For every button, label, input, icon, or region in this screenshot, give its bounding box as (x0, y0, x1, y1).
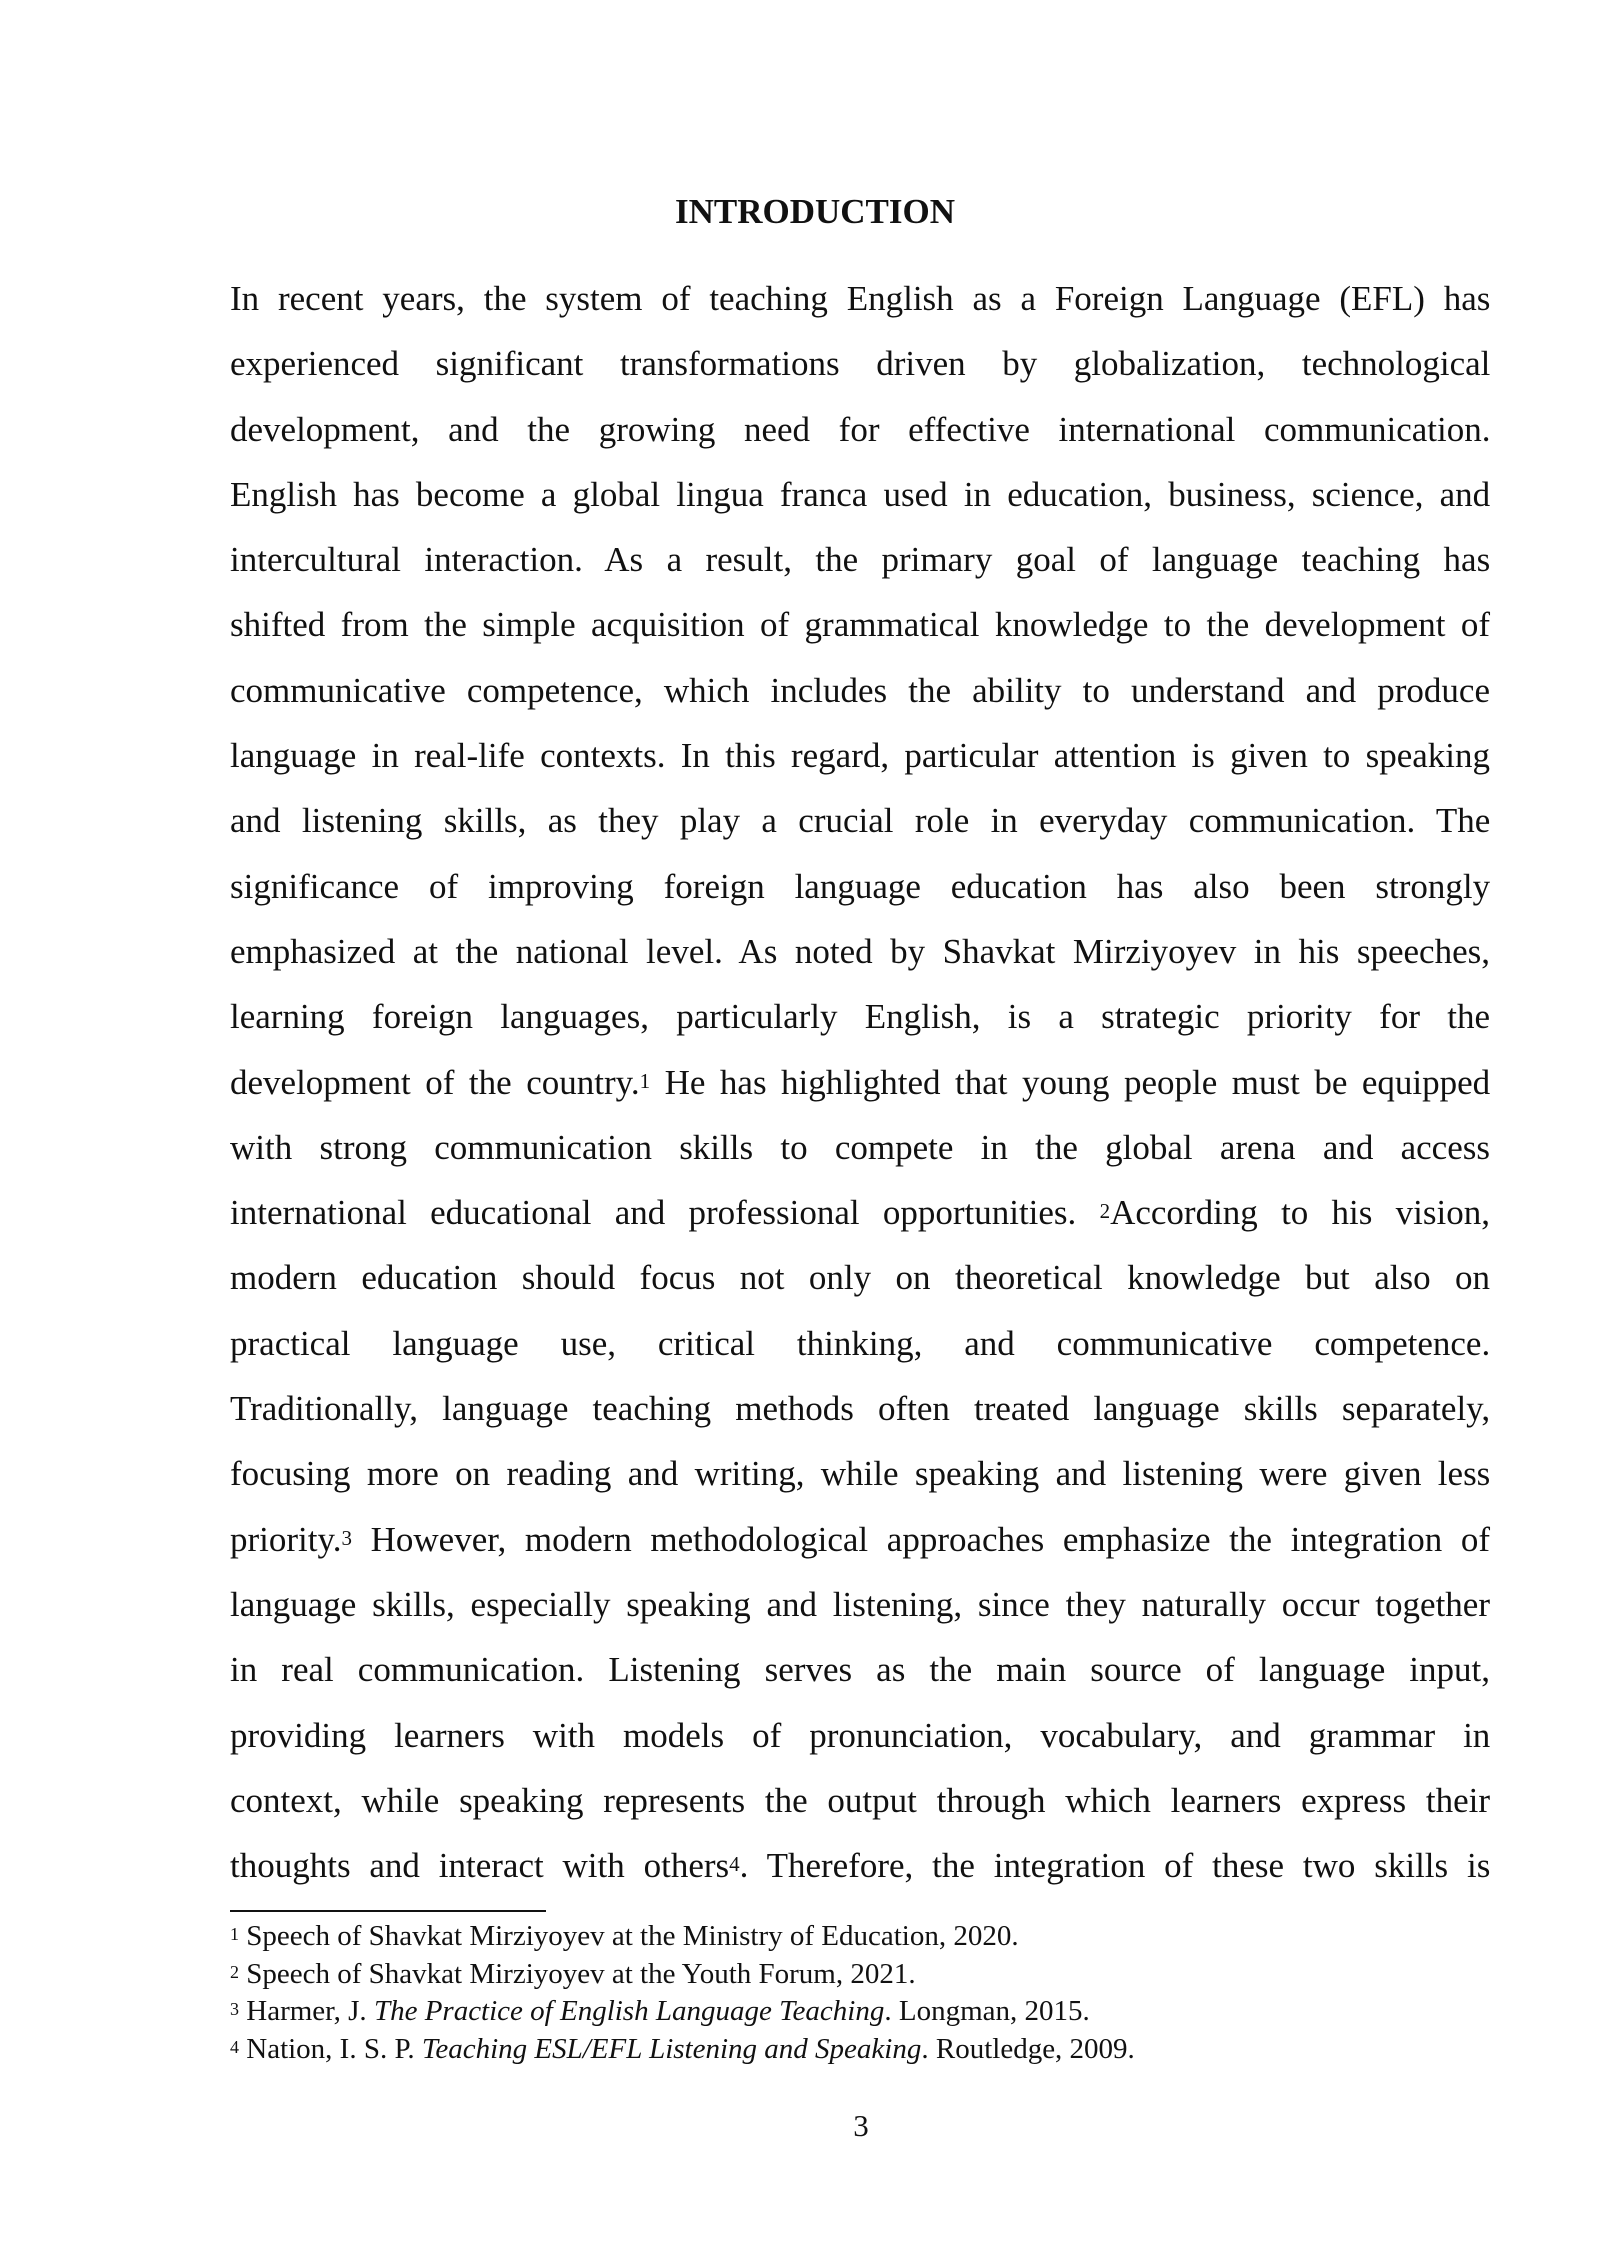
footnote-4 (230, 2031, 1490, 2069)
text-segment: emphasized at the national level. As noted by Shavkat Mirziyoyev in his speeches, (230, 931, 1490, 971)
text-line (230, 1441, 1490, 1506)
text-line (230, 397, 1490, 462)
footnote-separator (230, 1910, 546, 1912)
text-segment: experienced significant transformations driven by globalization, technological (230, 344, 1491, 384)
text-line (230, 266, 1490, 331)
text-line (230, 1572, 1490, 1637)
text-segment: development, and the growing need for effective international communication. (230, 409, 1491, 449)
section-heading: INTRODUCTION (674, 192, 956, 231)
text-segment: modern education should focus not only on theoretical knowledge but also on (230, 1258, 1490, 1298)
footnote-marker: 4 (230, 2036, 239, 2057)
text-segment: international educational and professional opportunities. (230, 1193, 1100, 1233)
text-segment: shifted from the simple acquisition of grammatical knowledge to the development of (230, 605, 1490, 645)
footnote-reference[interactable]: 3 (341, 1525, 352, 1550)
footnote-text: Speech of Shavkat Mirziyoyev at the Youth Forum, 2021. (246, 1957, 916, 1990)
footnote-publisher: . Routledge, 2009. (921, 2032, 1135, 2065)
text-line (230, 1115, 1490, 1180)
footnote-marker: 1 (230, 1924, 239, 1944)
text-segment: communicative competence, which includes the ability to understand and produce (230, 670, 1490, 710)
footnote-text: Speech of Shavkat Mirziyoyev at the Ministry of Education, 2020. (246, 1920, 1019, 1952)
text-segment: In recent years, the system of teaching English as a Foreign Language (EFL) has (230, 279, 1491, 318)
footnote-reference[interactable]: 1 (639, 1068, 651, 1093)
footnote-marker: 3 (230, 1999, 239, 2019)
footnote-reference[interactable]: 2 (1099, 1199, 1111, 1224)
text-line (230, 1703, 1490, 1768)
text-line (230, 1245, 1490, 1310)
text-segment: However, modern methodological approaches emphasize the integration of (351, 1519, 1490, 1559)
text-line (230, 527, 1490, 592)
text-segment: with strong communication skills to compete in the global arena and access (230, 1127, 1490, 1167)
footnote-text: Nation, I. S. P. (246, 2032, 422, 2065)
text-line (230, 723, 1490, 788)
text-line (230, 984, 1490, 1049)
text-segment: development of the country. (230, 1062, 640, 1102)
text-line (230, 1050, 1490, 1115)
text-segment: in real communication. Listening serves as the main source of language input, (230, 1650, 1490, 1690)
text-segment: . Therefore, the integration of these two skills is (739, 1846, 1491, 1886)
text-segment: providing learners with models of pronunciation, vocabulary, and grammar in (230, 1715, 1491, 1755)
text-segment: learning foreign languages, particularly English, is a strategic priority for the (230, 997, 1490, 1037)
text-line (230, 462, 1490, 527)
footnote-reference[interactable]: 4 (729, 1852, 740, 1877)
text-line (230, 592, 1490, 657)
text-line (230, 1376, 1490, 1441)
page-number: 3 (853, 2108, 869, 2143)
footnote-title: Teaching ESL/EFL Listening and Speaking (421, 2032, 922, 2065)
footnotes-list (230, 1918, 1490, 2068)
footnote-3 (230, 1993, 1490, 2031)
text-line (230, 658, 1490, 723)
text-segment: He has highlighted that young people must be equipped (650, 1062, 1491, 1102)
text-segment: Traditionally, language teaching methods often treated language skills separately, (230, 1389, 1491, 1429)
text-segment: significance of improving foreign language education has also been strongly (230, 866, 1491, 906)
text-line (230, 331, 1490, 396)
text-line (230, 1180, 1490, 1245)
text-line (230, 1833, 1490, 1898)
text-line (230, 1507, 1490, 1572)
text-segment: language in real-life contexts. In this regard, particular attention is given to speaking (230, 736, 1490, 776)
text-line (230, 1768, 1490, 1833)
text-segment: context, while speaking represents the output through which learners express their (230, 1780, 1490, 1820)
footnote-1 (230, 1918, 1490, 1956)
text-segment: priority. (230, 1519, 342, 1559)
text-line (230, 854, 1490, 919)
footnote-publisher: . Longman, 2015. (884, 1995, 1090, 2027)
text-line (230, 919, 1490, 984)
text-segment: and listening skills, as they play a crucial role in everyday communication. The (230, 801, 1491, 841)
text-segment: practical language use, critical thinking, and communicative competence. (230, 1323, 1491, 1363)
footnote-title: The Practice of English Language Teaching (373, 1995, 885, 2027)
footnote-text: Harmer, J. (246, 1995, 374, 2027)
text-line (230, 788, 1490, 853)
text-segment: According to his vision, (1110, 1193, 1490, 1233)
text-segment: intercultural interaction. As a result, the primary goal of language teaching has (230, 540, 1491, 580)
text-line (230, 1311, 1490, 1376)
text-segment: language skills, especially speaking and listening, since they naturally occur together (230, 1584, 1490, 1624)
footnote-marker: 2 (230, 1961, 239, 1982)
text-segment: English has become a global lingua franca used in education, business, science, and (230, 474, 1491, 514)
text-line (230, 1637, 1490, 1702)
body-paragraph (230, 266, 1490, 1898)
text-segment: thoughts and interact with others (230, 1846, 730, 1886)
footnote-2 (230, 1956, 1490, 1994)
text-segment: focusing more on reading and writing, while speaking and listening were given less (230, 1454, 1491, 1494)
